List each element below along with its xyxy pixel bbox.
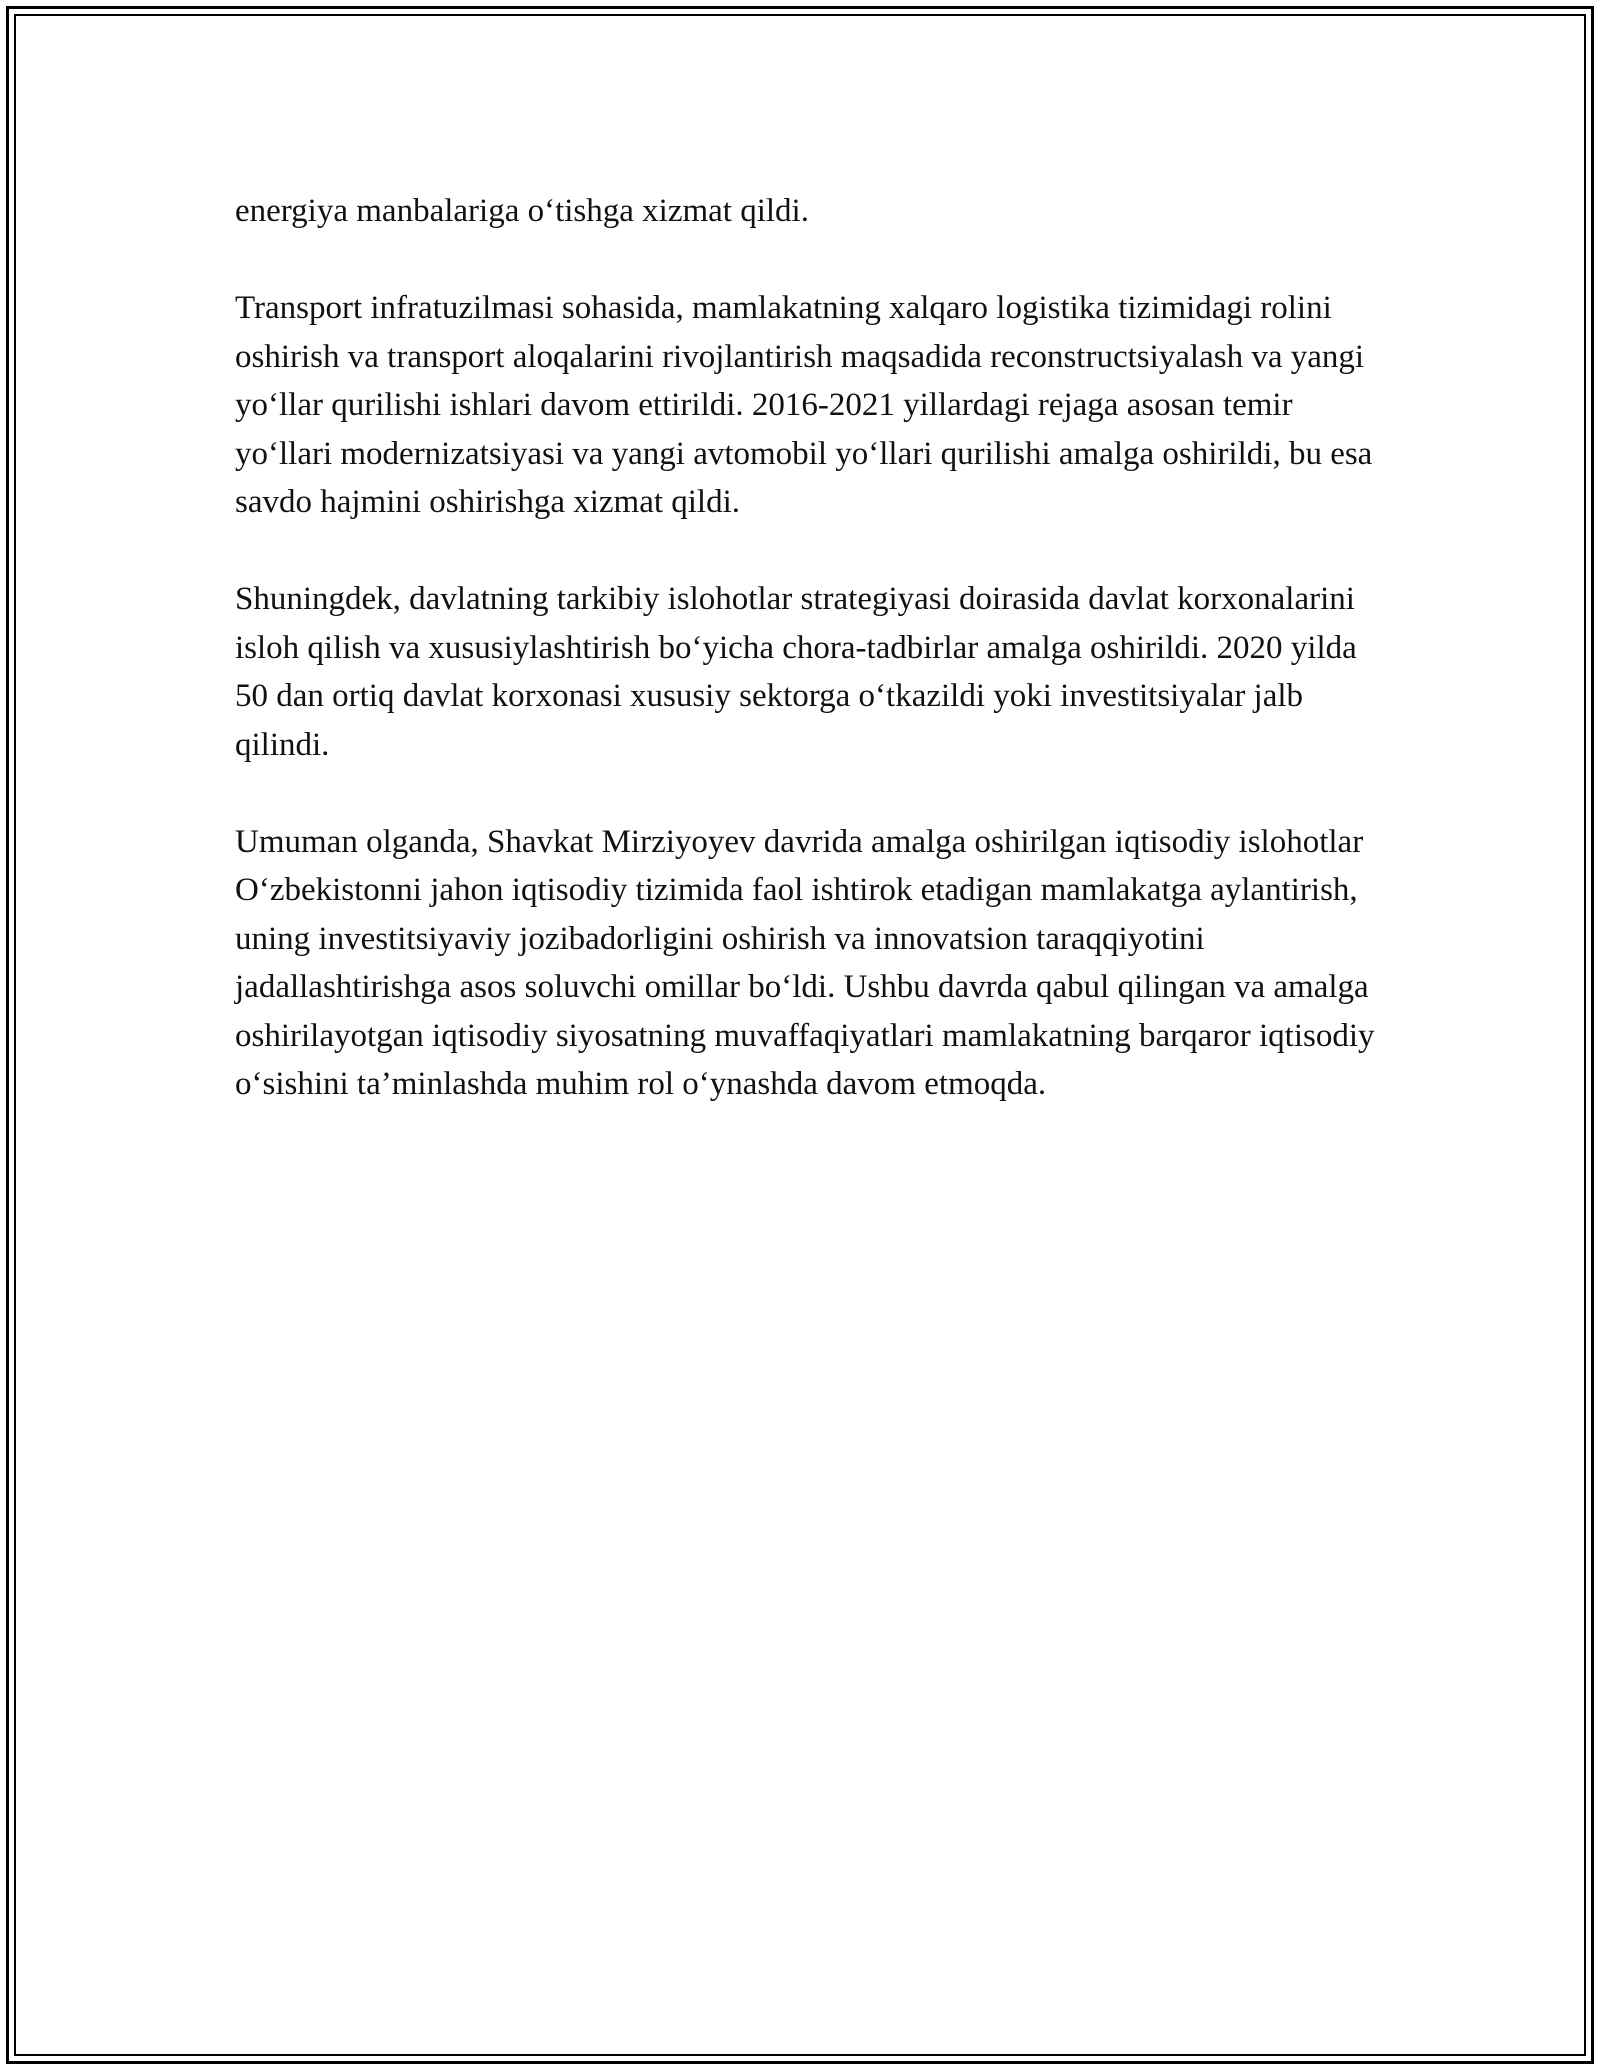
- paragraph-transport: Transport infratuzilmasi sohasida, mamlakatning xalqaro logistika tizimidagi rolini oshirish va transport aloqalarini rivojlantirish maqsadida reconstructsiyalash va yangi yo‘llar qurilishi ishlari davom ettirildi. 2016-2021 yillardagi rejaga asosan temir yo‘llari modernizatsiyasi va yangi avtomobil yo‘llari qurilishi amalga oshirildi, bu esa savdo hajmini oshirishga xizmat qildi.: [235, 290, 1373, 520]
- paragraph-state-enterprises: Shuningdek, davlatning tarkibiy islohotlar strategiyasi doirasida davlat korxonalarini isloh qilish va xususiylashtirish bo‘yicha chora-tadbirlar amalga oshirildi. 2020 yilda 50 dan ortiq davlat korxonasi xususiy sektorga o‘tkazildi yoki investitsiyalar jalb qilindi.: [235, 581, 1357, 763]
- document-body: [235, 187, 1375, 1157]
- paragraph-conclusion: Umuman olganda, Shavkat Mirziyoyev davrida amalga oshirilgan iqtisodiy islohotlar O‘zbekistonni jahon iqtisodiy tizimida faol ishtirok etadigan mamlakatga aylantirish, uning investitsiyaviy jozibadorligini oshirish va innovatsion taraqqiyotini jadallashtirishga asos soluvchi omillar bo‘ldi. Ushbu davrda qabul qilingan va amalga oshirilayotgan iqtisodiy siyosatning muvaffaqiyatlari mamlakatning barqaror iqtisodiy o‘sishini ta’minlashda muhim rol o‘ynashda davom etmoqda.: [235, 823, 1375, 1102]
- paragraph-energy: energiya manbalariga o‘tishga xizmat qildi.: [235, 193, 809, 229]
